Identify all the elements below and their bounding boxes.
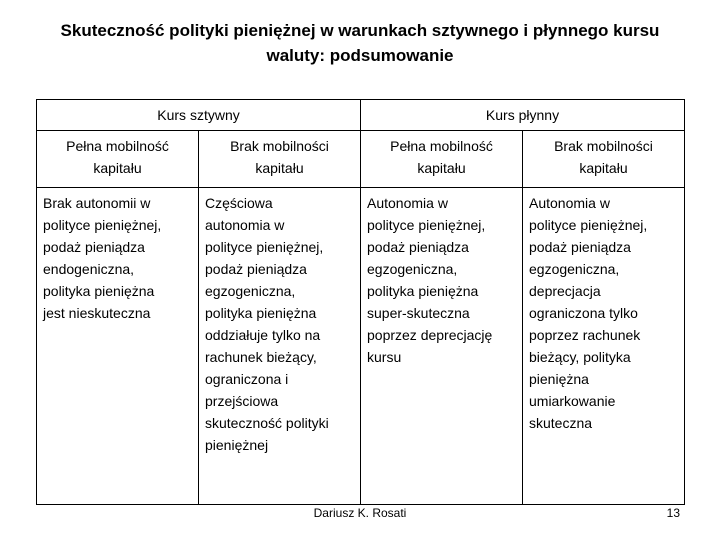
cell-line: pieniężna (529, 371, 589, 387)
header-fixed-rate: Kurs sztywny (37, 100, 361, 131)
header-floating-rate: Kurs płynny (361, 100, 685, 131)
summary-table (36, 99, 685, 505)
cell-line: polityka pieniężna (205, 305, 317, 321)
cell-line: bieżący, polityka (529, 349, 631, 365)
cell-line: autonomia w (205, 217, 285, 233)
page-number: 13 (666, 506, 680, 520)
cell-line: kursu (367, 349, 402, 365)
cell-line: ograniczona i (205, 371, 289, 387)
subheader-line: Pełna mobilność (390, 138, 493, 154)
subheader-floating-full-mobility (361, 131, 523, 188)
subheader-line: Brak mobilności (554, 138, 653, 154)
cell-line: polityce pieniężnej, (43, 217, 162, 233)
cell-line: super-skuteczna (367, 305, 470, 321)
cell-line: umiarkowanie (529, 393, 616, 409)
content-row (37, 188, 685, 505)
subheader-line: kapitału (255, 160, 304, 176)
slide-title-line-2: waluty: podsumowanie (266, 46, 454, 65)
subheader-line: kapitału (93, 160, 142, 176)
cell-floating-full-mobility (361, 188, 523, 505)
cell-line: deprecjacja (529, 283, 601, 299)
subheader-floating-no-mobility (523, 131, 685, 188)
slide-title (10, 18, 710, 68)
cell-line: endogeniczna, (43, 261, 135, 277)
subheader-line: kapitału (579, 160, 628, 176)
cell-line: Autonomia w (529, 195, 610, 211)
cell-line: polityka pieniężna (43, 283, 155, 299)
cell-line: Częściowa (205, 195, 273, 211)
subheader-line: Pełna mobilność (66, 138, 169, 154)
slide-title-line-1: Skuteczność polityki pieniężnej w warunkach sztywnego i płynnego kursu (60, 21, 660, 40)
cell-line: podaż pieniądza (367, 239, 469, 255)
cell-line: egzogeniczna, (205, 283, 296, 299)
subheader-line: kapitału (417, 160, 466, 176)
cell-line: rachunek bieżący, (205, 349, 317, 365)
cell-line: egzogeniczna, (529, 261, 620, 277)
subheader-fixed-full-mobility (37, 131, 199, 188)
mobility-header-row (37, 131, 685, 188)
cell-floating-no-mobility (523, 188, 685, 505)
cell-line: jest nieskuteczna (43, 305, 151, 321)
cell-line: podaż pieniądza (205, 261, 307, 277)
cell-fixed-no-mobility (199, 188, 361, 505)
subheader-line: Brak mobilności (230, 138, 329, 154)
cell-line: skuteczna (529, 415, 593, 431)
cell-line: oddziałuje tylko na (205, 327, 321, 343)
cell-line: skuteczność polityki (205, 415, 329, 431)
cell-line: ograniczona tylko (529, 305, 638, 321)
cell-line: poprzez rachunek (529, 327, 641, 343)
cell-line: polityce pieniężnej, (205, 239, 324, 255)
cell-fixed-full-mobility (37, 188, 199, 505)
cell-line: podaż pieniądza (529, 239, 631, 255)
footer-author: Dariusz K. Rosati (313, 506, 407, 520)
cell-line: polityce pieniężnej, (529, 217, 648, 233)
regime-header-row (37, 100, 685, 131)
cell-line: poprzez deprecjację (367, 327, 493, 343)
cell-line: Autonomia w (367, 195, 448, 211)
cell-line: przejściowa (205, 393, 279, 409)
cell-line: pieniężnej (205, 437, 269, 453)
cell-line: polityce pieniężnej, (367, 217, 486, 233)
cell-line: podaż pieniądza (43, 239, 145, 255)
cell-line: polityka pieniężna (367, 283, 479, 299)
cell-line: egzogeniczna, (367, 261, 458, 277)
subheader-fixed-no-mobility (199, 131, 361, 188)
cell-line: Brak autonomii w (43, 195, 151, 211)
